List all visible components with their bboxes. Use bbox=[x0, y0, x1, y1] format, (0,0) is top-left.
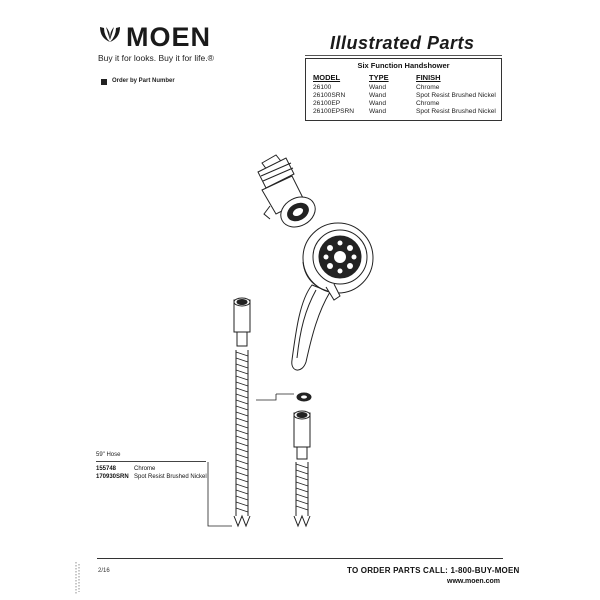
footer-divider bbox=[97, 558, 503, 559]
hose-title: 59" Hose bbox=[96, 452, 121, 458]
table-cell: 26100EP bbox=[313, 100, 341, 107]
table-cell: 26100 bbox=[313, 84, 332, 91]
website-link[interactable]: www.moen.com bbox=[447, 578, 501, 585]
hose-part-number: 155748 bbox=[96, 466, 117, 472]
washer-icon bbox=[297, 393, 311, 401]
handshower-wand-icon bbox=[292, 223, 373, 370]
hose-finish: Chrome bbox=[134, 466, 156, 472]
leader-line bbox=[256, 394, 294, 400]
page-title: Illustrated Parts bbox=[330, 33, 475, 53]
table-cell: 26100EPSRN bbox=[313, 108, 355, 115]
column-header-type: TYPE bbox=[369, 73, 389, 82]
table-cell: Wand bbox=[369, 92, 386, 99]
hose-part-number: 170930SRN bbox=[96, 474, 129, 480]
table-cell: Wand bbox=[369, 100, 386, 107]
leader-line bbox=[208, 462, 232, 526]
side-code-mark bbox=[74, 560, 82, 596]
table-cell: Wand bbox=[369, 84, 386, 91]
table-cell: Chrome bbox=[416, 100, 440, 107]
column-header-finish: FINISH bbox=[416, 73, 441, 82]
table-cell: Wand bbox=[369, 108, 386, 115]
brand-name: MOEN bbox=[126, 22, 211, 52]
shower-arm-connector-icon bbox=[258, 155, 320, 233]
parts-table-title: Six Function Handshower bbox=[357, 61, 450, 70]
column-header-model: MODEL bbox=[313, 73, 341, 82]
order-phone: TO ORDER PARTS CALL: 1-800-BUY-MOEN bbox=[347, 566, 520, 575]
table-cell: 26100SRN bbox=[313, 92, 346, 99]
table-cell: Spot Resist Brushed Nickel bbox=[416, 92, 496, 99]
table-cell: Chrome bbox=[416, 84, 440, 91]
revision-date: 2/16 bbox=[98, 568, 110, 574]
hose-connector-icon bbox=[294, 411, 310, 526]
hose-finish: Spot Resist Brushed Nickel bbox=[134, 474, 207, 480]
brand-tagline: Buy it for looks. Buy it for life.® bbox=[98, 53, 214, 63]
hose-divider bbox=[96, 461, 206, 462]
table-cell: Spot Resist Brushed Nickel bbox=[416, 108, 496, 115]
order-by-label: Order by Part Number bbox=[112, 78, 175, 84]
hose-icon bbox=[234, 298, 250, 526]
